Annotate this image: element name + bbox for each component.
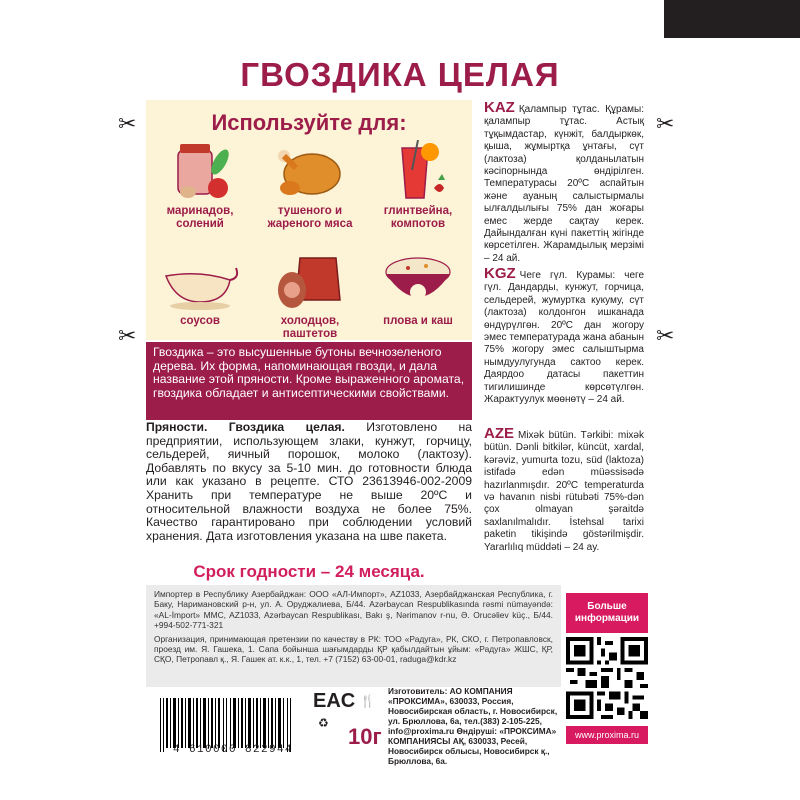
gravy-boat-icon xyxy=(160,250,240,312)
barcode-number: 4 610000 822944 xyxy=(172,744,294,756)
use-item-pates xyxy=(256,250,364,341)
more-info-badge: Больше информации xyxy=(566,593,648,633)
drink-glass-icon xyxy=(378,140,458,202)
lang-block-aze xyxy=(484,425,644,554)
lang-code: AZE xyxy=(484,425,514,442)
use-label: плова и каш xyxy=(383,315,453,327)
use-label: маринадов, солений xyxy=(166,205,234,230)
food-safe-icon: 🍴 xyxy=(360,694,375,708)
website-badge[interactable]: www.proxima.ru xyxy=(566,726,648,744)
uses-panel xyxy=(146,100,472,340)
lang-code: KGZ xyxy=(484,265,516,282)
jar-vegetables-icon xyxy=(160,140,240,202)
use-item-meat xyxy=(256,140,364,231)
use-label: глинтвейна, компотов xyxy=(383,205,453,230)
lang-block-kaz xyxy=(484,99,644,265)
shelf-life: Срок годности – 24 месяца. xyxy=(193,562,425,581)
lang-text: Mixək bütün. Tərkibi: mixək bütün. Dənli bitkilər, küncüt, xardal, kərəviz, yumurta tozu, süd (laktoza) istifadə edən müəssisədə hazırlanmışdır. 20ºC temperaturda və havanın nisbi rütubəti 75%-dən çox olmayan şəraitdə saxlanılmalıdır. İstehsal tarixi paketin tikişində göstərilmişdir. Yararlılıq müddəti – 24 ay. xyxy=(484,430,644,553)
use-item-marinades xyxy=(146,140,254,231)
scissors-icon: ✂ xyxy=(118,112,137,137)
lang-block-kgz xyxy=(484,265,644,406)
importer-text: Импортер в Республику Азербайджан: ООО «АЛ-Импорт», AZ1033, Азербайджанская Республика, г. Баку, Наримановский р-н, ул. А. Оруджалиева, Б/44. Azərbaycan Respublikasında rəsmi nümayəndə: «AL-İmport» MMC, AZ1033, Azərbaycan Respublikası, Bakı ş, Nərimanov r-nu, Ə. Orucəliev küç., Б/44. +994-502-771-321 xyxy=(154,589,553,631)
net-weight: 10г xyxy=(348,724,382,749)
composition-body: Изготовлено на предприятии, использующем злаки, кунжут, горчицу, сельдерей, яичный порошок, молоко (лактозу). Добавлять по вкусу за 5-10 мин. до готовности блюда или как указано в рецепте. СТО 23613946-002-2009 Хранить при температуре не выше 20ºС и относительной влажности воздуха не более 75%. Качество гарантировано при соблюдении условий хранения. Дата изготовления указана на шве пакета. xyxy=(146,420,472,543)
use-item-drinks xyxy=(364,140,472,231)
use-label: тушеного и жареного мяса xyxy=(267,205,353,230)
corner-print-mark xyxy=(664,0,800,38)
use-item-sauces xyxy=(146,250,254,328)
lang-text: Чеге гүл. Курамы: чеге гүл. Дандарды, кунжут, горчица, сельдерей, жумуртка кукуму, сүт (лактоза) колдонгон ишканада өндүрүлгөн. 20ºС дан жогору эмес температурада жана абанын 75% жогору эмес салыштырма нымдуулугунда сактоо керек. Даярдоо датасы пакеттин тигилишинде көрсөтүлгөн. Жарактуулук мөөнөтү – 24 ай. xyxy=(484,270,644,406)
uses-heading: Используйте для: xyxy=(211,110,407,135)
roast-chicken-icon xyxy=(270,140,350,202)
product-title: ГВОЗДИКА ЦЕЛАЯ xyxy=(240,56,560,93)
use-label: соусов xyxy=(180,315,220,327)
claims-org-text: Организация, принимающая претензии по качеству в РК: ТОО «Радуга», РК, СКО, г. Петропавловск, проезд им. Я. Гашека, 1. Сапа бойынша шағымдарды ҚР қабылдайтын ұйым: «Радуга» ЖШС, ҚР, СҚО, Петропавл қ., Я. Гашек ат. к.к., 1, тел. +7 (7152) 63-00-01, raduga@kdr.kz xyxy=(154,633,553,665)
composition-text xyxy=(146,421,472,543)
product-description: Гвоздика – это высушенные бутоны вечнозеленого дерева. Их форма, напоминающая гвозди, и дала название этой пряности. Кроме выраженного аромата, гвоздика обладает и антисептическими свойствами. xyxy=(146,342,472,420)
scissors-icon: ✂ xyxy=(118,324,137,349)
recycle-icon: ♻ xyxy=(318,716,329,730)
pate-sausage-icon xyxy=(270,250,350,312)
eac-mark: EAC xyxy=(313,690,356,712)
lang-text: Қалампыр тұтас. Құрамы: қалампыр тұтас. Астық тұқымдастар, күнжіт, балдыркөк, қыша, жұмыртқа ұнтағы, сүт (лактоза) қолданылатын кәсіпорнында өндірілген. Температурасы 20ºС аспайтын және ауаның салыстырмалы ылғалдылығы 75% дан жоғары емес жерде сақтау керек. Дайындалған күні пакеттің жігінде көрсетілген. Жарамдылық мерзімі – 24 ай. xyxy=(484,104,644,264)
use-item-pilaf xyxy=(364,250,472,328)
qr-code-icon[interactable] xyxy=(566,637,648,719)
lang-code: KAZ xyxy=(484,99,515,116)
manufacturer-info: Изготовитель: АО КОМПАНИЯ «ПРОКСИМА», 630033, Россия, Новосибирская область, г. Новосибирск, ул. Брюллова, 6а, тел.(383) 2-105-225, info@proxima.ru Өндіруші: «ПРОКСИМА» КОМПАНИЯСЫ АҚ, 630033, Ресей, Новосибирск облысы, Новосибирск қ., Брюллова, 6а. xyxy=(388,686,558,766)
importer-info-box xyxy=(146,585,561,687)
use-label: холодцов, паштетов xyxy=(280,315,340,340)
scissors-icon: ✂ xyxy=(656,112,675,137)
pilaf-bowl-icon xyxy=(378,250,458,312)
scissors-icon: ✂ xyxy=(656,324,675,349)
composition-title: Пряности. Гвоздика целая. xyxy=(146,420,345,434)
